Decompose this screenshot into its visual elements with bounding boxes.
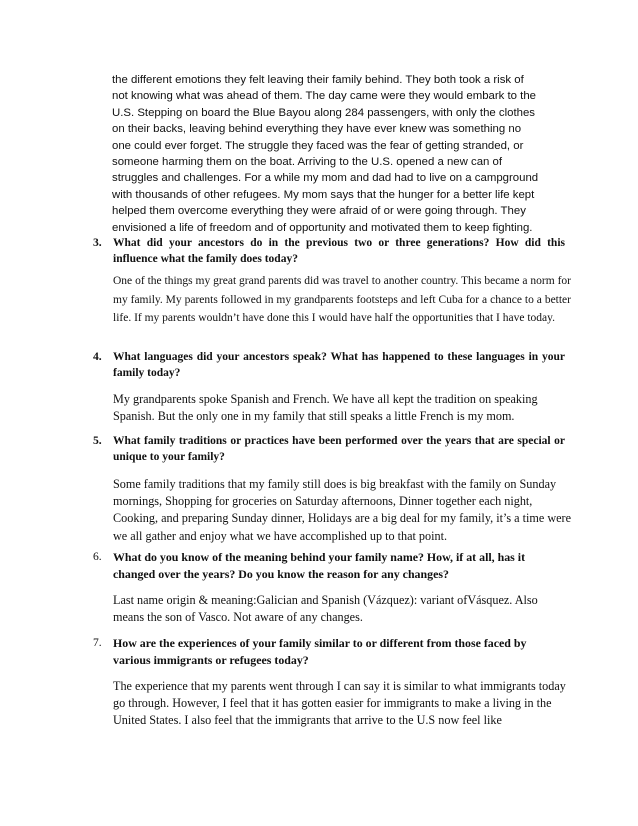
- question-text: What languages did your ancestors speak? What has happened to these languages in your family today?: [113, 351, 565, 380]
- question-number: 3.: [93, 236, 102, 249]
- question-number: 6.: [93, 550, 102, 563]
- question-text: How are the experiences of your family similar to or different from those faced by various immigrants or refugees today?: [113, 636, 527, 667]
- answer-text: Last name origin & meaning:Galician and Spanish (Vázquez): variant ofVásquez. Also means the son of Vasco. Not aware of any changes.: [113, 593, 538, 625]
- answer-text: My grandparents spoke Spanish and French. We have all kept the tradition on speaking Spanish. But the only one in my family that still speaks a little French is my mom.: [113, 392, 538, 424]
- answer-text: Some family traditions that my family still does is big breakfast with the family on Sunday mornings, Shopping for groceries on Saturday afternoons, Dinner together each night, Cooking, and preparing Sunday dinner, Holidays are a big deal for my family, it’s a time were we all gather and enjoy what we have accomplished up to that point.: [113, 477, 571, 543]
- question-text: What do you know of the meaning behind your family name? How, if at all, has it changed over the years? Do you know the reason for any changes?: [113, 550, 526, 581]
- question-number: 7.: [93, 636, 102, 649]
- question-number: 5.: [93, 434, 102, 447]
- question-text: What family traditions or practices have been performed over the years that are special or unique to your family?: [113, 435, 565, 464]
- question-text: What did your ancestors do in the previous two or three generations? How did this influence what the family does today?: [113, 237, 565, 266]
- intro-paragraph: the different emotions they felt leaving their family behind. They both took a risk of not knowing what was ahead of them. The day came were they would embark to the U.S. Stepping on board the Blue Bayou along 284 passengers, with only the clothes on their backs, leaving behind everything they have ever knew was something no one could ever forget. The struggle they faced was the fear of getting stranded, or someone harming them on the boat. Arriving to the U.S. opened a new can of struggles and challenges. For a while my mom and dad had to live on a campground with thousands of other refugees. My mom says that the hunger for a better life kept helped them overcome everything they were afraid of or were going through. They envisioned a life of freedom and of opportunity and motivated them to keep fighting.: [112, 74, 539, 234]
- answer-text: The experience that my parents went through I can say it is similar to what immigrants today go through. However, I feel that it has gotten easier for immigrants to make a living in the United States. I also feel that the immigrants that arrive to the U.S now feel like: [113, 679, 566, 728]
- answer-text: One of the things my great grand parents did was travel to another country. This became a norm for my family. My parents followed in my grandparents footsteps and left Cuba for a chance to a better life. If my parents wouldn’t have done this I would have half the opportunities that I have today.: [113, 275, 571, 325]
- question-number: 4.: [93, 350, 102, 363]
